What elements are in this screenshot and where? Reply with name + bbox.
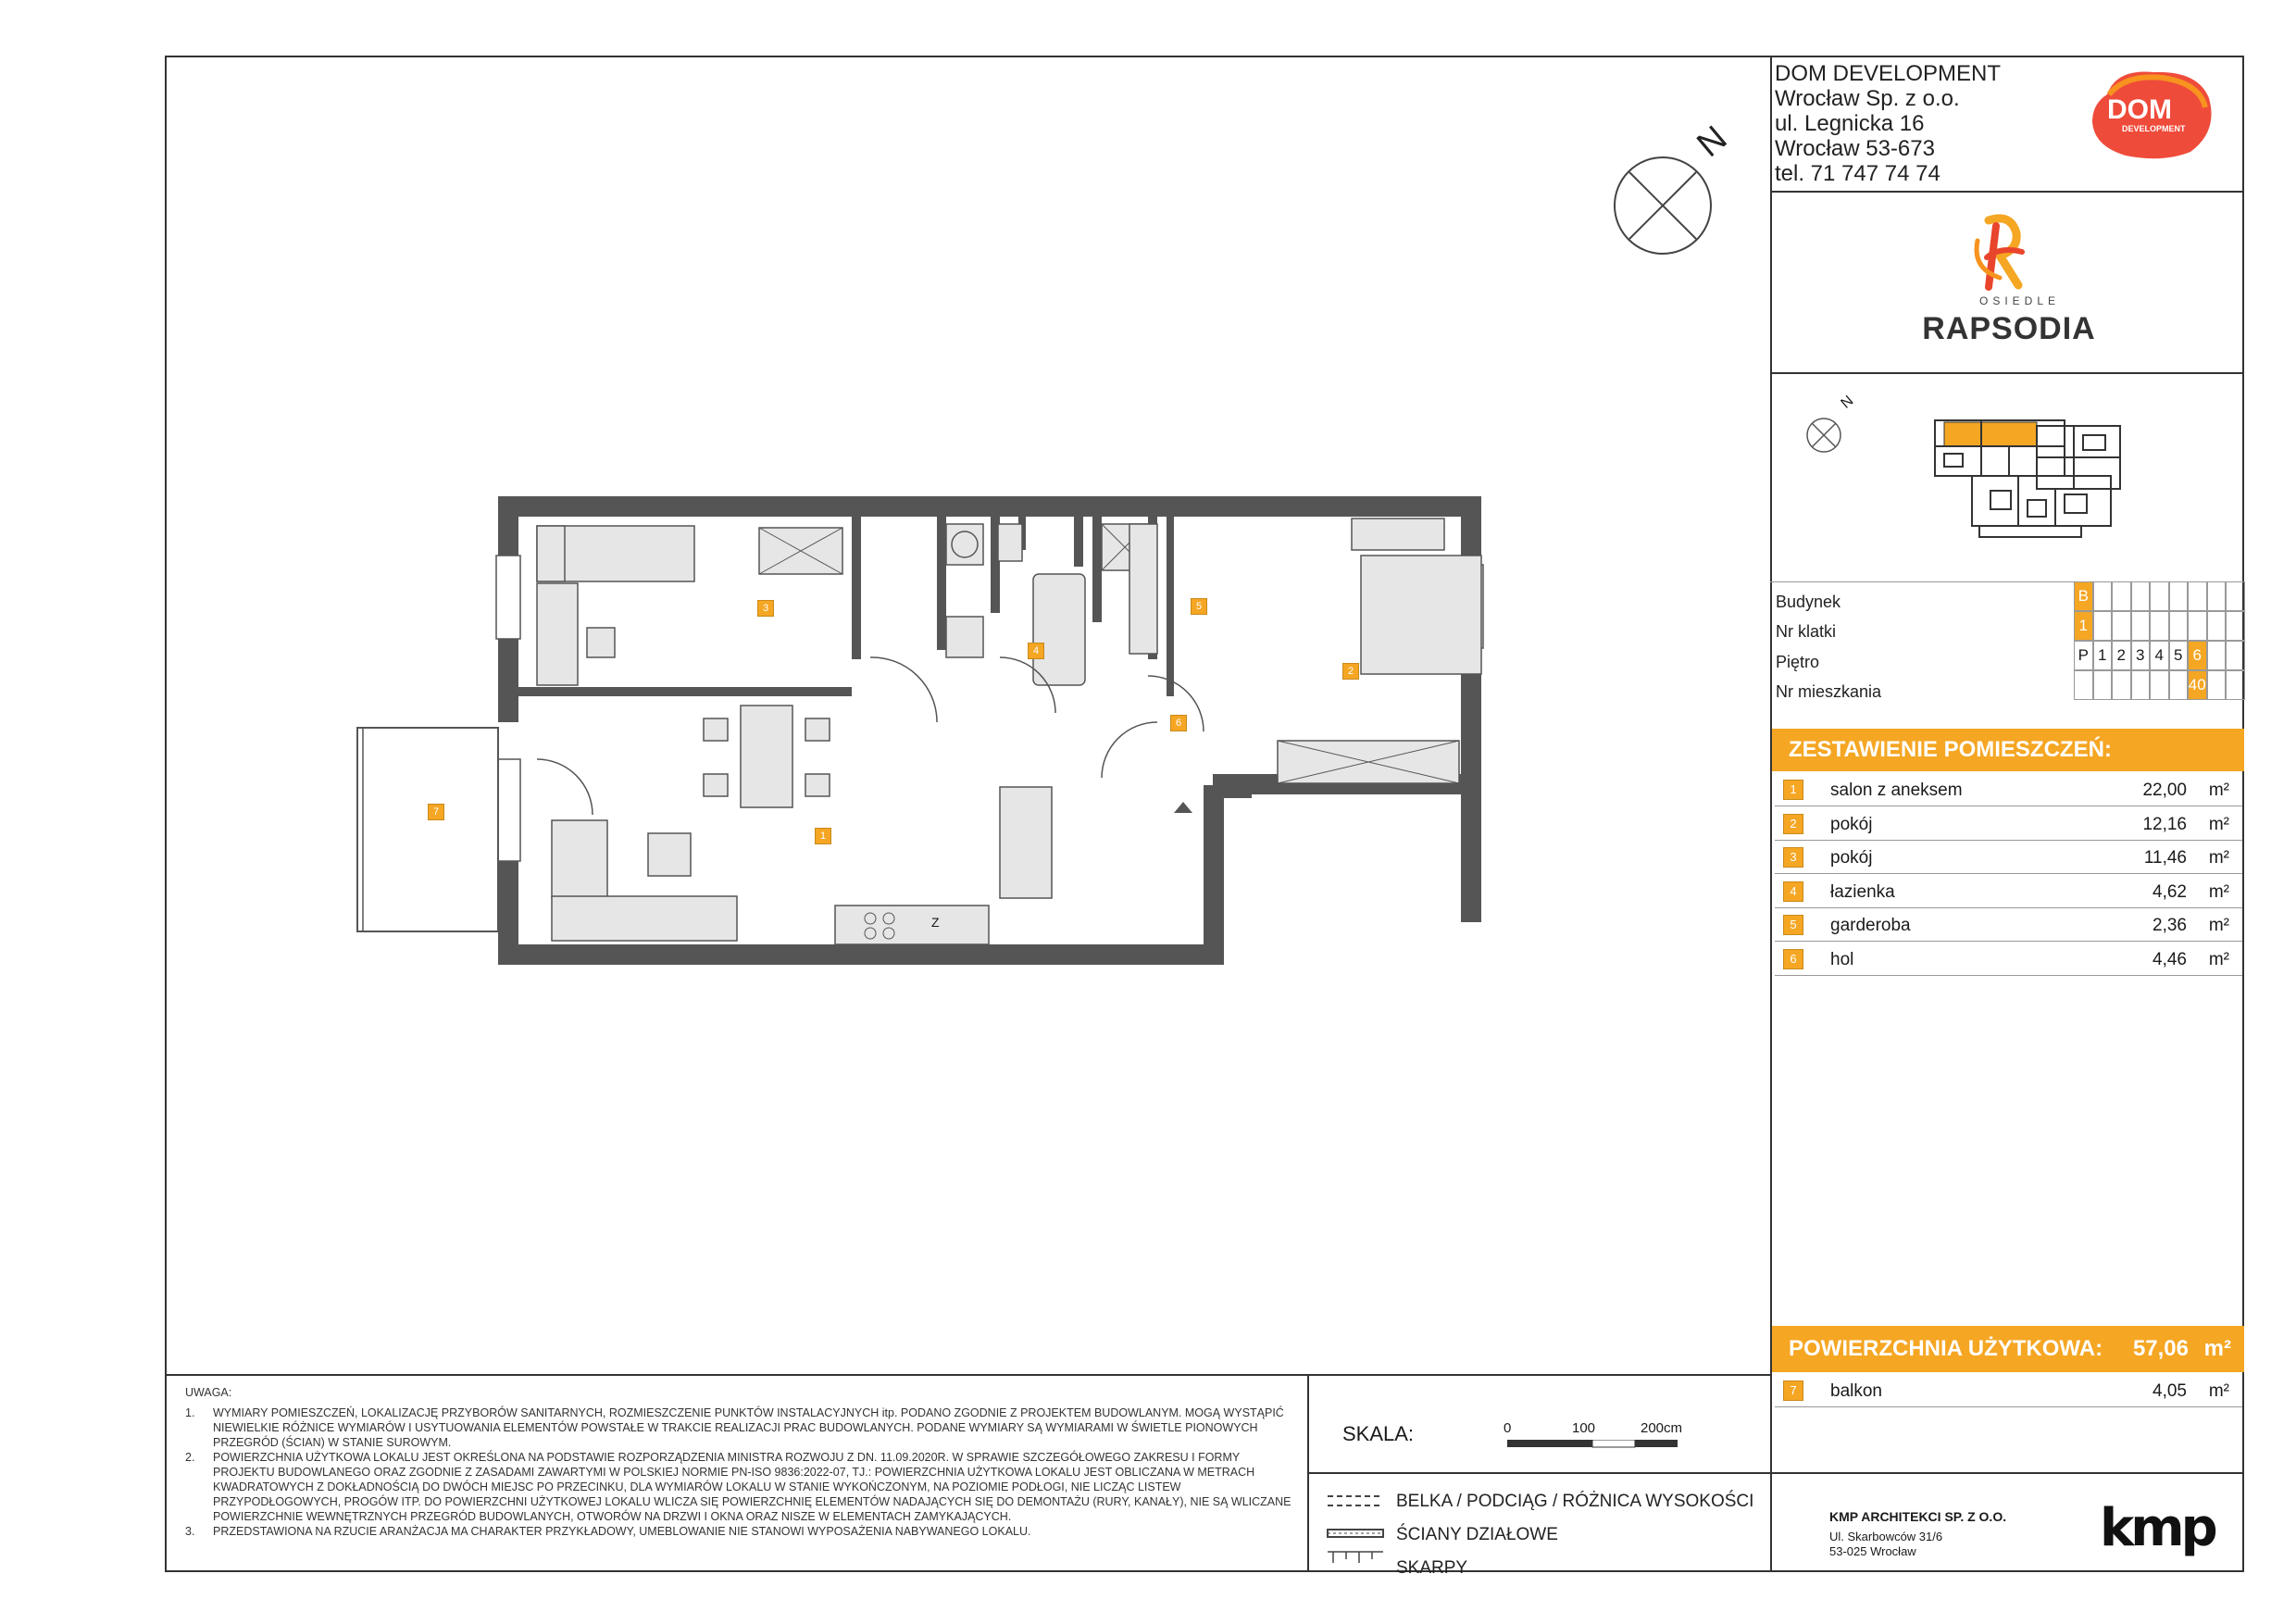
info-grid-cell (2207, 670, 2227, 700)
scale-tick-200: 200cm (1641, 1420, 1683, 1436)
info-grid-cell: 6 (2188, 641, 2207, 670)
balcony-row (1775, 1374, 2242, 1407)
info-grid-cell (2188, 581, 2207, 611)
north-label: N (1690, 119, 1735, 166)
room-unit: m² (2208, 916, 2229, 935)
company-line: DOM DEVELOPMENT (1775, 61, 2002, 86)
room-row (1775, 908, 2242, 942)
room-area: 12,16 (2142, 814, 2187, 834)
room-number: 1 (1783, 780, 1803, 800)
info-grid-cell (2131, 611, 2151, 641)
company-address (1775, 61, 2001, 186)
room-unit: m² (2208, 781, 2229, 800)
note-item (185, 1450, 1296, 1524)
info-grid-cell: 1 (2074, 611, 2093, 641)
room-tag: 3 (757, 600, 774, 617)
room-number: 5 (1783, 915, 1803, 935)
room-tag: 2 (1342, 663, 1359, 680)
info-grid-cell: 3 (2131, 641, 2151, 670)
bottom-divider (165, 1374, 1772, 1376)
info-grid-cell (2188, 611, 2207, 641)
room-number: 2 (1783, 814, 1803, 834)
label-nr-klatki: Nr klatki (1776, 622, 1837, 641)
fridge-label: Z (931, 915, 940, 930)
info-grid-cell: 1 (2093, 641, 2113, 670)
notes-title: UWAGA: (185, 1386, 232, 1399)
note-number: 3. (185, 1525, 195, 1538)
room-unit: m² (2208, 1381, 2229, 1401)
company-line: tel. 71 747 74 74 (1775, 161, 1940, 186)
room-row (1775, 773, 2242, 806)
note-item (185, 1405, 1296, 1450)
info-grid-cell (2169, 670, 2189, 700)
note-number: 2. (185, 1451, 195, 1464)
logo-development: DEVELOPMENT (2122, 124, 2186, 133)
logo-osiedle: OSIEDLE (1979, 294, 2061, 307)
room-unit: m² (2208, 881, 2229, 902)
info-grid-cell: 4 (2150, 641, 2169, 670)
room-area: 4,05 (2152, 1381, 2187, 1401)
logo-divider (1770, 372, 2244, 374)
info-grid-cell (2150, 611, 2169, 641)
room-tag: 5 (1191, 598, 1207, 615)
room-number: 7 (1783, 1380, 1803, 1401)
info-grid-cell (2112, 581, 2131, 611)
architect-divider (1307, 1472, 2244, 1474)
info-grid-cell (2093, 581, 2113, 611)
note-number: 1. (185, 1406, 195, 1419)
room-area: 4,62 (2152, 881, 2187, 902)
room-area: 22,00 (2142, 781, 2187, 800)
info-grid-cell (2150, 670, 2169, 700)
info-grid-cell: B (2074, 581, 2093, 611)
info-grid-cell (2112, 611, 2131, 641)
room-row (1775, 807, 2242, 841)
scale-tick-0: 0 (1504, 1420, 1512, 1436)
room-number: 6 (1783, 949, 1803, 969)
info-grid-cell: 40 (2188, 670, 2207, 700)
total-area-label: POWIERZCHNIA UŻYTKOWA: (1789, 1336, 2103, 1361)
legend-slopes: SKARPY (1396, 1558, 1468, 1578)
room-area: 4,46 (2152, 949, 2187, 969)
label-budynek: Budynek (1776, 593, 1841, 611)
floor-plan (352, 491, 1592, 991)
room-tag: 6 (1170, 715, 1187, 731)
key-plan-north-label: N (1838, 393, 1857, 412)
room-number: 4 (1783, 881, 1803, 902)
total-area-value: 57,06 (2132, 1336, 2189, 1361)
rooms-summary-header (1772, 729, 2244, 771)
room-unit: m² (2208, 949, 2229, 969)
logo-dom: DOM (2107, 94, 2172, 125)
room-row (1775, 875, 2242, 908)
room-name: balkon (1830, 1381, 1882, 1401)
info-grid-cell (2131, 670, 2151, 700)
room-unit: m² (2208, 814, 2229, 834)
info-grid-cell (2131, 581, 2151, 611)
key-plan (1796, 393, 2240, 565)
notes (185, 1385, 1296, 1539)
company-line: Wrocław Sp. z o.o. (1775, 86, 1960, 111)
room-tag: 1 (815, 828, 831, 844)
info-grid-cell (2207, 641, 2227, 670)
architect-address-1: Ul. Skarbowców 31/6 (1829, 1530, 1943, 1543)
room-name: hol (1830, 949, 1854, 969)
kmp-logo: kmp (2100, 1498, 2215, 1558)
legend-partition-walls: ŚCIANY DZIAŁOWE (1396, 1525, 1558, 1544)
info-grid-cell (2226, 641, 2245, 670)
logo-rapsodia: RAPSODIA (1922, 311, 2096, 346)
note-text: POWIERZCHNIA UŻYTKOWA LOKALU JEST OKREŚLONA NA PODSTAWIE ROZPORZĄDZENIA MINISTRA ROZWOJU Z DN. 11.09.2020R. W SPRAWIE SZCZEGÓŁOWEGO ZAKRESU I FORMY PROJEKTU BUDOWLANEGO ORAZ ZGODNIE Z ZASADAMI ZAWARTYMI W POLSKIEJ NORMIE PN-ISO 9836:2022-07, TJ.: POWIERZCHNIA UŻYTKOWA LOKALU JEST OBLICZANA W METRACH KWADRATOWYCH Z DOKŁADNOŚCIĄ DO DWÓCH MIEJSC PO PRZECINKU, DLA WYMIARÓW LOKALU W STANIE WYKOŃCZONYM, NA POZIOMIE PODŁOGI, NIE LICZĄC LISTEW PRZYPODŁOGOWYCH, PROGÓW ITP. DO POWIERZCHNI UŻYTKOWEJ LOKALU WLICZA SIĘ POWIERZCHNIĘ ELEMENTÓW NADAJĄCYCH SIĘ DO DEMONTAŻU (RURY, KANAŁY), NIE SĄ WLICZANE POWIERZCHNIE WEWNĘTRZNYCH PRZEGRÓD BUDOWLANYCH, OTWORÓW NA DRZWI I OKNA ORAZ NISZE W ELEMENTACH ZAMYKAJĄCYCH. (213, 1451, 1292, 1523)
info-grid-cell (2112, 670, 2131, 700)
room-name: salon z aneksem (1830, 781, 1963, 800)
scale-label: SKALA: (1342, 1422, 1415, 1445)
total-area-unit: m² (2203, 1336, 2231, 1361)
room-name: pokój (1830, 848, 1873, 868)
info-grid-cell (2074, 670, 2093, 700)
company-line: Wrocław 53-673 (1775, 136, 1935, 161)
info-grid-cell (2093, 611, 2113, 641)
total-area-bar (1772, 1326, 2244, 1372)
info-grid-cell (2207, 581, 2227, 611)
note-text: PRZEDSTAWIONA NA RZUCIE ARANŻACJA MA CHARAKTER PRZYKŁADOWY, UMEBLOWANIE NIE STANOWI WYPOSAŻENIA NABYWANEGO LOKALU. (213, 1525, 1031, 1538)
info-grid-cell (2226, 670, 2245, 700)
info-grid-cell (2093, 670, 2113, 700)
room-row (1775, 841, 2242, 874)
label-pietro: Piętro (1776, 653, 1820, 671)
info-grid-cell (2226, 611, 2245, 641)
rapsodia-logo (1907, 213, 2111, 352)
info-grid-cell (2150, 581, 2169, 611)
dom-development-logo (2089, 67, 2215, 161)
room-name: łazienka (1830, 881, 1895, 902)
info-grid-cell: P (2074, 641, 2093, 670)
architect-name: KMP ARCHITEKCI SP. Z O.O. (1829, 1509, 2007, 1524)
info-grid-cell (2169, 581, 2189, 611)
room-tag: 4 (1028, 643, 1044, 659)
legend-beam: BELKA / PODCIĄG / RÓŻNICA WYSOKOŚCI (1396, 1492, 1754, 1511)
room-name: pokój (1830, 814, 1873, 834)
rooms-summary-title: ZESTAWIENIE POMIESZCZEŃ: (1789, 737, 2112, 762)
room-area: 2,36 (2152, 916, 2187, 935)
info-grid-cell (2169, 611, 2189, 641)
info-grid-cell: 2 (2112, 641, 2131, 670)
company-divider (1770, 191, 2244, 193)
info-grid-cell (2226, 581, 2245, 611)
scale-tick-100: 100 (1572, 1420, 1596, 1436)
room-tag: 7 (428, 804, 444, 820)
label-nr-mieszkania: Nr mieszkania (1776, 682, 1882, 701)
info-grid-cell (2207, 611, 2227, 641)
architect-address-2: 53-025 Wrocław (1829, 1544, 1916, 1558)
company-line: ul. Legnicka 16 (1775, 111, 1925, 136)
note-text: WYMIARY POMIESZCZEŃ, LOKALIZACJĘ PRZYBORÓW SANITARNYCH, ROZMIESZCZENIE PUNKTÓW INSTALACYJNYCH itp. PODANO ZGODNIE Z PROJEKTEM BUDOWLANYM. MOGĄ WYSTĄPIĆ NIEWIELKIE RÓŻNICE WYMIARÓW I USYTUOWANIA ELEMENTÓW POWSTAŁE W TRAKCIE REALIZACJI PRAC BUDOWLANYCH. PODANE WYMIARY SĄ WYMIARAMI W ŚWIETLE PIONOWYCH PRZEGRÓD (ŚCIAN) W STANIE SUROWYM. (213, 1406, 1284, 1449)
room-unit: m² (2208, 848, 2229, 868)
scale-bar (1507, 1437, 1678, 1446)
room-number: 3 (1783, 847, 1803, 868)
room-name: garderoba (1830, 916, 1911, 935)
info-grid-cell: 5 (2169, 641, 2189, 670)
note-item (185, 1524, 1296, 1539)
room-row (1775, 943, 2242, 976)
north-arrow (1611, 120, 1741, 259)
room-area: 11,46 (2143, 848, 2187, 868)
